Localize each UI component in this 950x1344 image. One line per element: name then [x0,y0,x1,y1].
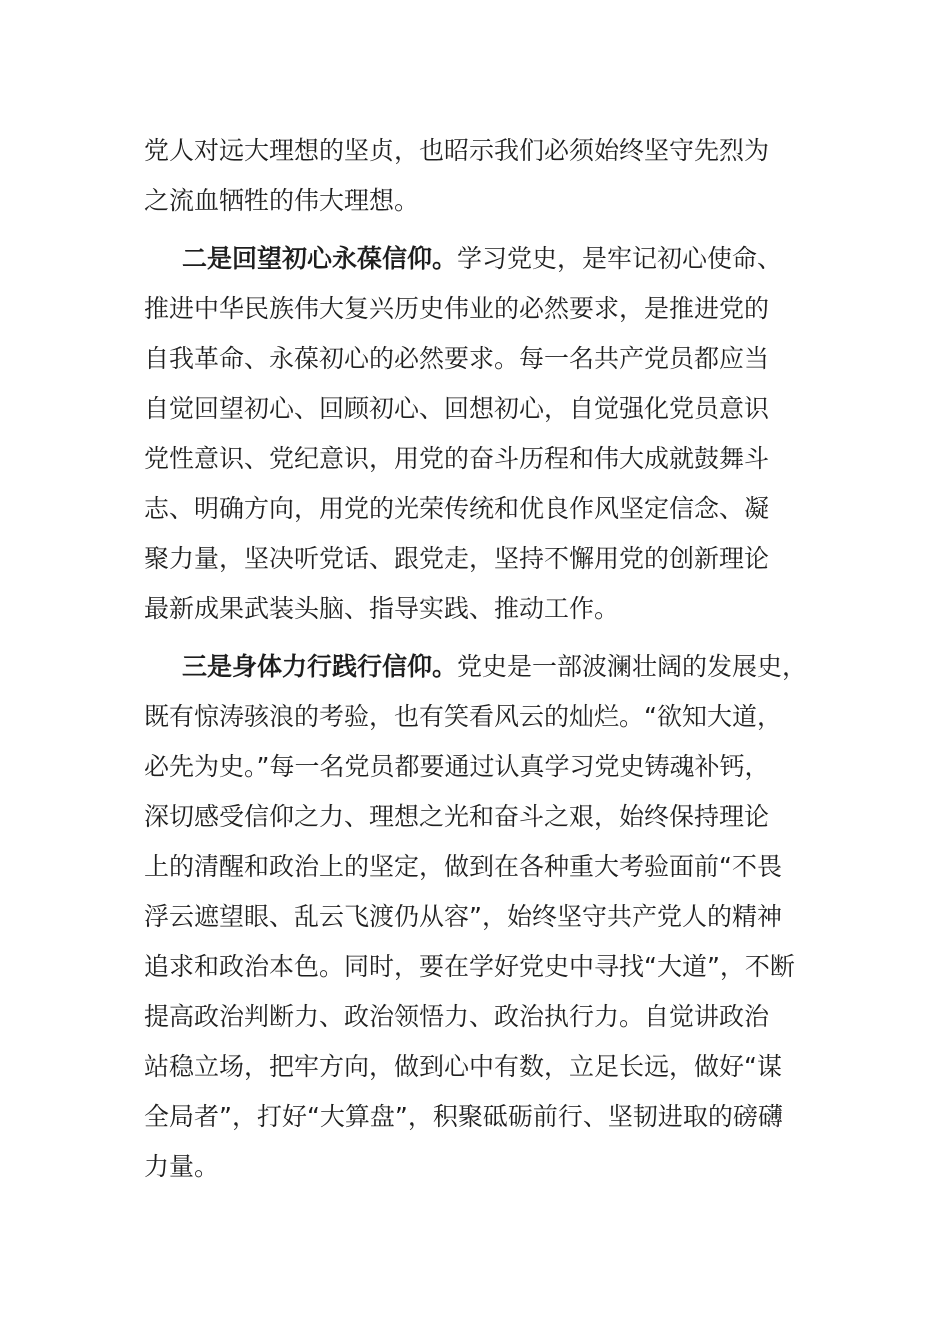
text-line: 最新成果武装头脑、指导实践、推动工作。 [144,594,620,623]
paragraph-heading: 二是回望初心永葆信仰。 [182,244,458,273]
text-line: 必先为史。”每一名党员都要通过认真学习党史铸魂补钙， [144,752,770,781]
text-line: 党人对远大理想的坚贞，也昭示我们必须始终坚守先烈为 [144,136,770,165]
text-line: 自我革命、永葆初心的必然要求。每一名共产党员都应当 [144,344,770,373]
text-line: 深切感受信仰之力、理想之光和奋斗之艰，始终保持理论 [144,802,770,831]
text-line: 聚力量，坚决听党话、跟党走，坚持不懈用党的创新理论 [144,544,770,573]
text-run: 党史是一部波澜壮阔的发展史， [457,652,808,681]
text-line: 力量。 [144,1152,220,1181]
paragraph-first-line [144,642,824,692]
text-line: 自觉回望初心、回顾初心、回想初心，自觉强化党员意识 [144,394,770,423]
text-run: 学习党史，是牢记初心使命、 [457,244,783,273]
paragraph-3 [144,642,824,1192]
text-line: 上的清醒和政治上的坚定，做到在各种重大考验面前“不畏 [144,852,782,881]
text-line: 既有惊涛骇浪的考验，也有笑看风云的灿烂。“欲知大道， [144,702,782,731]
text-line: 推进中华民族伟大复兴历史伟业的必然要求，是推进党的 [144,294,770,323]
paragraph-heading: 三是身体力行践行信仰。 [182,652,458,681]
paragraph-1 [144,126,824,226]
text-line: 追求和政治本色。同时，要在学好党史中寻找“大道”，不断 [144,952,795,981]
text-line: 提高政治判断力、政治领悟力、政治执行力。自觉讲政治 [144,1002,770,1031]
text-line: 站稳立场，把牢方向，做到心中有数，立足长远，做好“谋 [144,1052,782,1081]
text-line: 全局者”，打好“大算盘”，积聚砥砺前行、坚韧进取的磅礴 [144,1102,783,1131]
text-line: 党性意识、党纪意识，用党的奋斗历程和伟大成就鼓舞斗 [144,444,770,473]
text-line: 志、明确方向，用党的光荣传统和优良作风坚定信念、凝 [144,494,770,523]
text-line: 之流血牺牲的伟大理想。 [144,186,420,215]
paragraph-2 [144,234,824,634]
paragraph-first-line [144,234,824,284]
document-body [144,126,824,1192]
text-line: 浮云遮望眼、乱云飞渡仍从容”，始终坚守共产党人的精神 [144,902,782,931]
